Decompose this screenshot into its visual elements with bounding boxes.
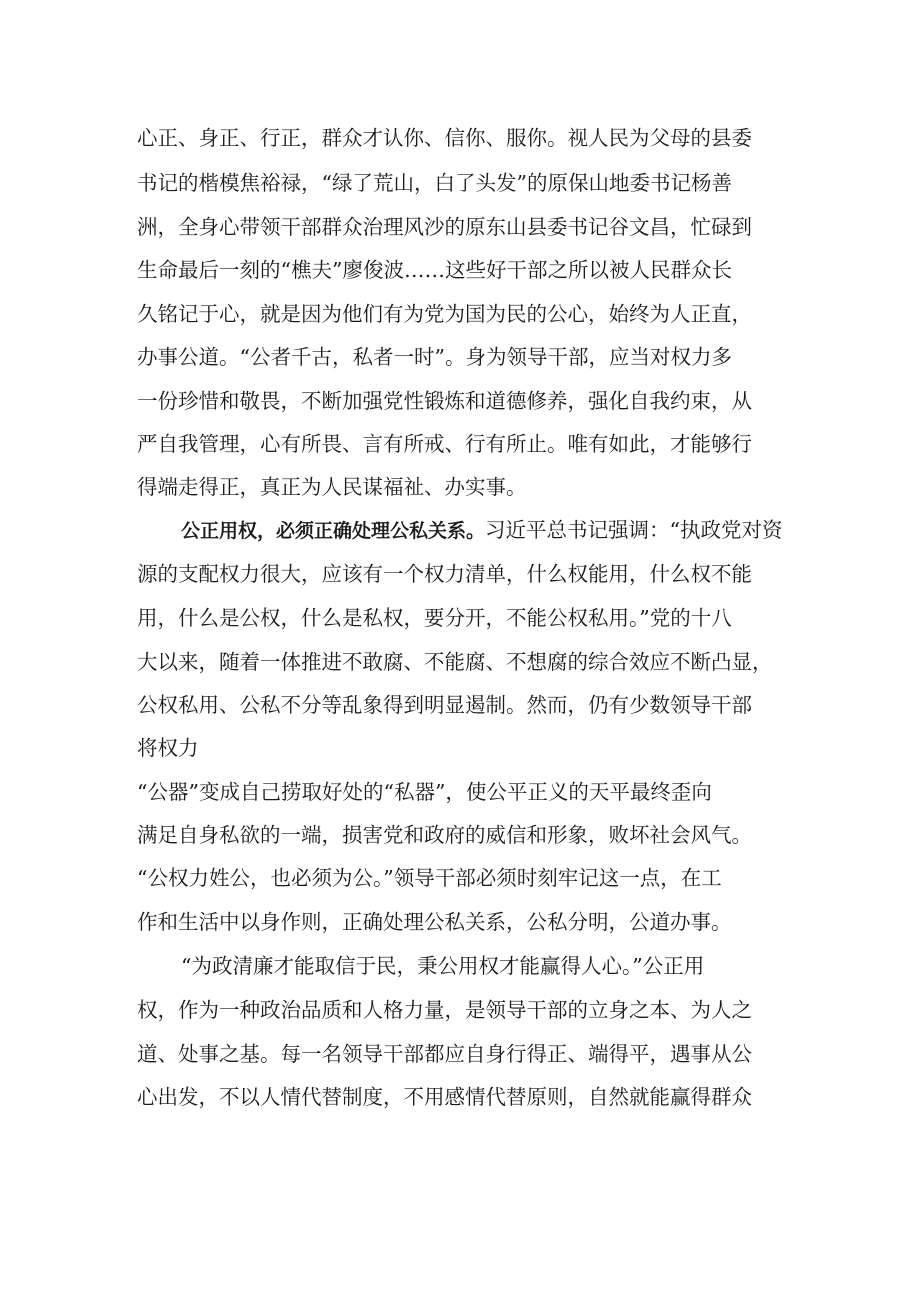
paragraph-text: 习近平总书记强调：“执政党对资 (485, 518, 783, 542)
paragraph-line: “公权力姓公，也必须为公。”领导干部必须时刻牢记这一点，在工 (137, 866, 722, 890)
paragraph-line: 一份珍惜和敬畏，不断加强党性锻炼和道德修养，强化自我约束，从 (137, 389, 752, 413)
paragraph-line: 用，什么是公权，什么是私权，要分开，不能公权私用。”党的十八 (137, 606, 732, 630)
paragraph-first-line: “为政清廉才能取信于民，秉公用权才能赢得人心。”公正用 (181, 954, 705, 978)
paragraph-line: 洲，全身心带领干部群众治理风沙的原东山县委书记谷文昌，忙碌到 (137, 215, 752, 239)
paragraph-line: 将权力 (137, 736, 199, 760)
paragraph-line: 满足自身私欲的一端，损害党和政府的威信和形象，败坏社会风气。 (137, 823, 752, 847)
paragraph-line: 公权私用、公私不分等乱象得到明显遏制。然而，仍有少数领导干部 (137, 693, 752, 717)
paragraph-line: 书记的楷模焦裕禄，“绿了荒山，白了头发”的原保山地委书记杨善 (137, 171, 732, 195)
paragraph-line: 作和生活中以身作则，正确处理公私关系，公私分明，公道办事。 (137, 910, 732, 934)
paragraph-line: 得端走得正，真正为人民谋福祉、办实事。 (137, 475, 527, 499)
paragraph-line: 大以来，随着一体推进不敢腐、不能腐、不想腐的综合效应不断凸显， (137, 650, 773, 674)
paragraph-first-line (181, 510, 783, 550)
paragraph-line: 道、处事之基。每一名领导干部都应自身行得正、端得平，遇事从公 (137, 1042, 752, 1066)
paragraph-line: 办事公道。“公者千古，私者一时”。身为领导干部，应当对权力多 (137, 345, 732, 369)
paragraph-line: 源的支配权力很大，应该有一个权力清单，什么权能用，什么权不能 (137, 562, 752, 586)
paragraph-line: 心出发，不以人情代替制度，不用感情代替原则，自然就能赢得群众 (137, 1085, 752, 1109)
paragraph-line: 严自我管理，心有所畏、言有所戒、行有所止。唯有如此，才能够行 (137, 432, 752, 456)
paragraph-line: 权，作为一种政治品质和人格力量，是领导干部的立身之本、为人之 (137, 998, 752, 1022)
paragraph-line: “公器”变成自己捞取好处的“私器”，使公平正义的天平最终歪向 (137, 780, 712, 804)
section-heading: 公正用权，必须正确处理公私关系。 (181, 520, 486, 542)
paragraph-line: 久铭记于心，就是因为他们有为党为国为民的公心，始终为人正直， (137, 302, 752, 326)
paragraph-line: 心正、身正、行正，群众才认你、信你、服你。视人民为父母的县委 (137, 126, 752, 150)
paragraph-line: 生命最后一刻的“樵夫”廖俊波……这些好干部之所以被人民群众长 (137, 258, 732, 282)
